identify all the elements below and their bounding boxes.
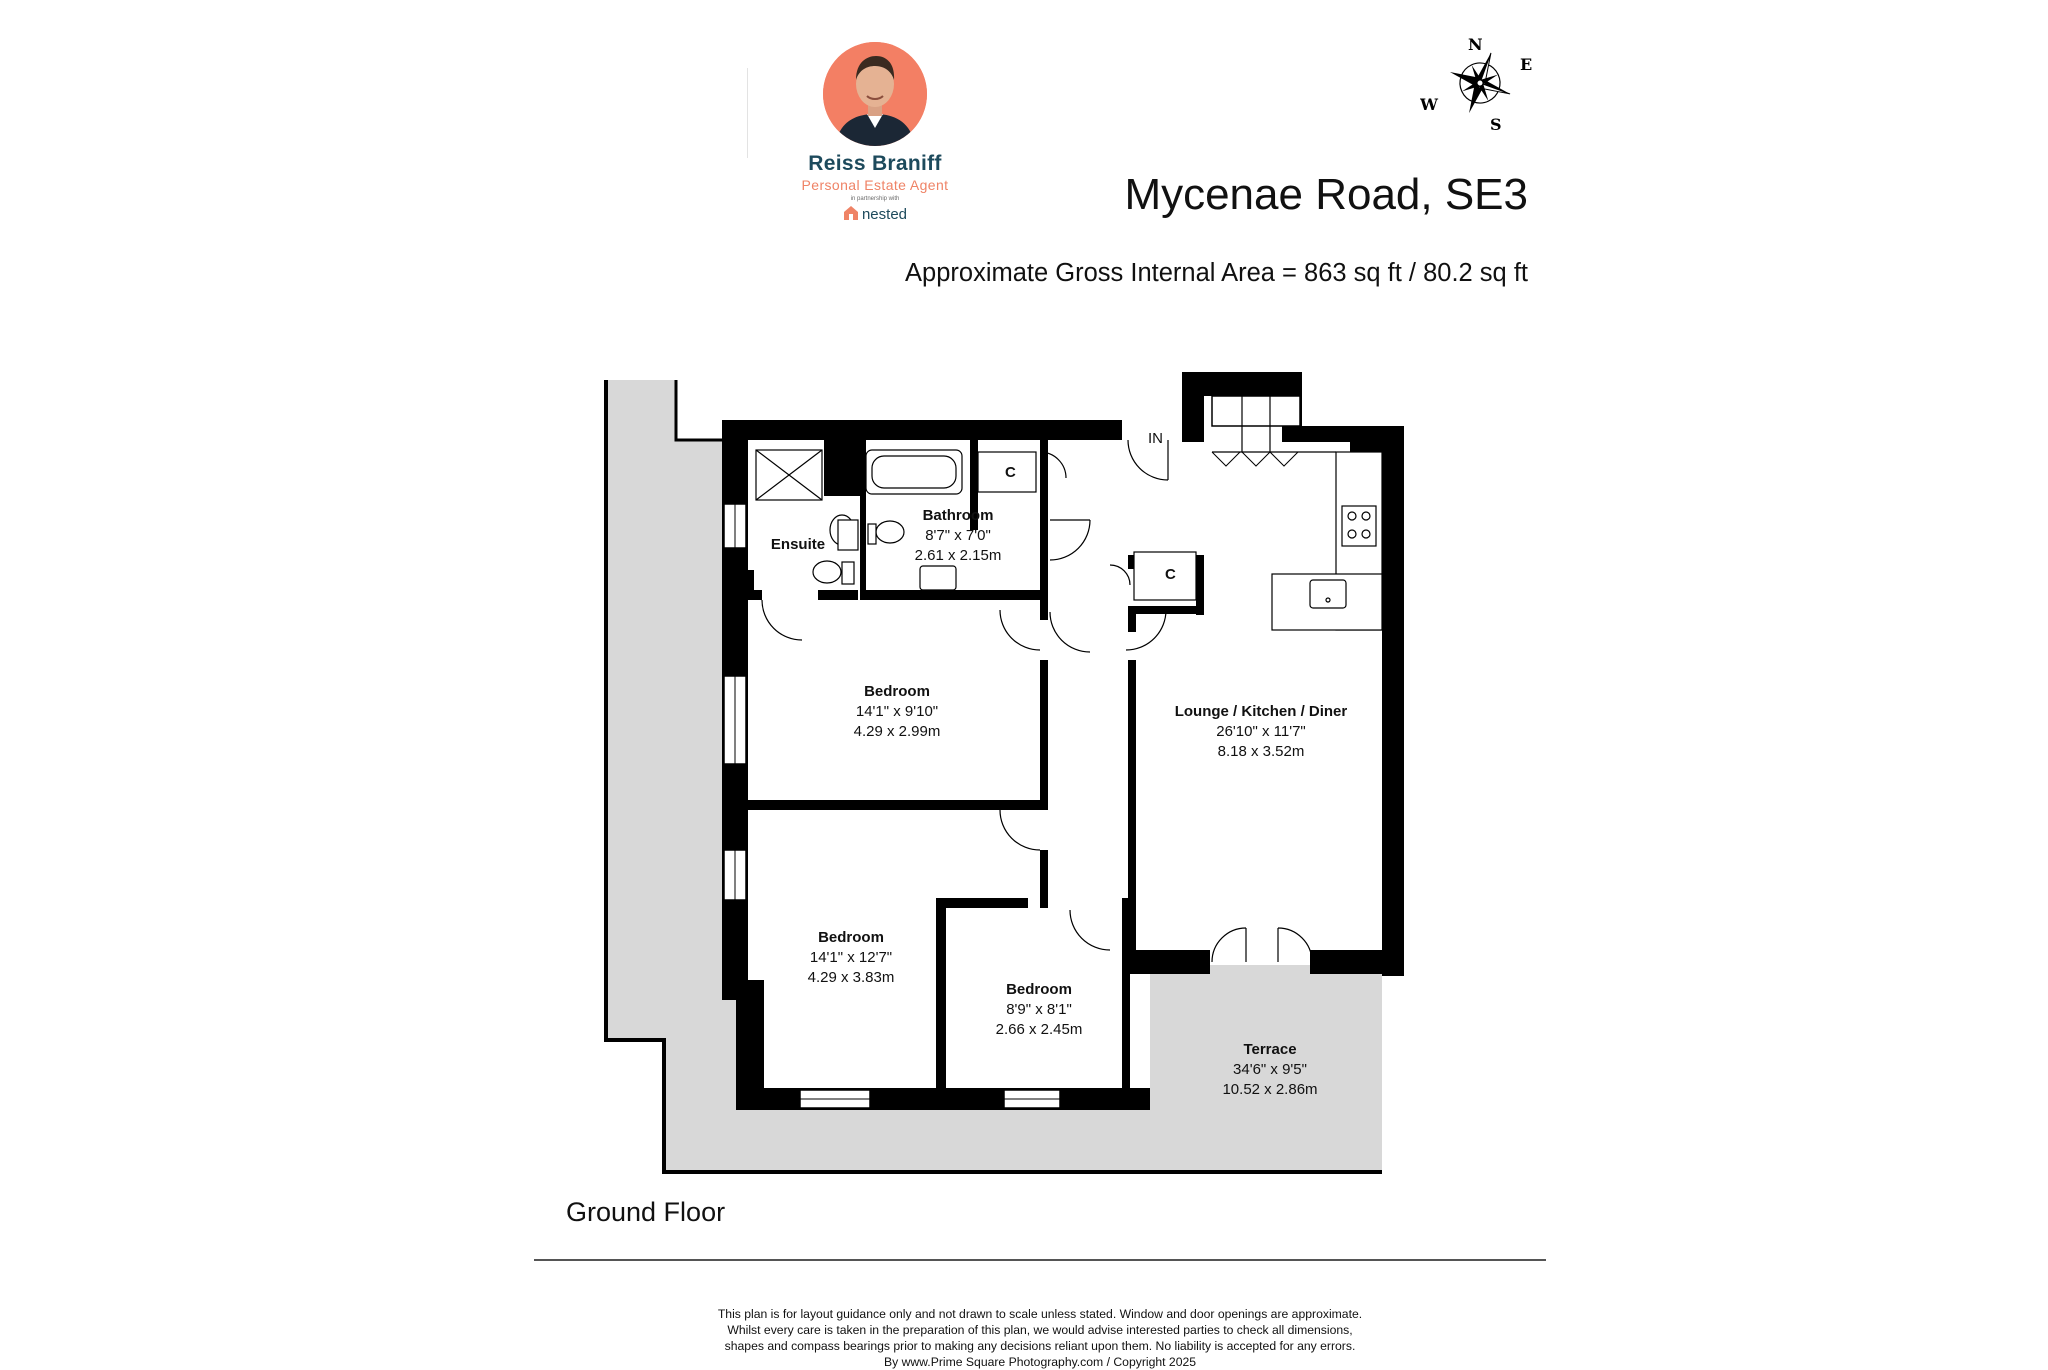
room-name: Bathroom	[922, 507, 994, 524]
partner-brand-name: nested	[861, 206, 908, 223]
room-imperial: 14'1" x 9'10"	[855, 703, 939, 720]
room-name: Bedroom	[1006, 981, 1072, 998]
compass-w: W	[1420, 95, 1438, 114]
room-name: Bedroom	[818, 929, 884, 946]
entrance-label: IN	[1148, 430, 1163, 447]
room-metric: 4.29 x 3.83m	[807, 969, 895, 986]
floor-name: Ground Floor	[566, 1197, 726, 1227]
room-name: Terrace	[1243, 1041, 1297, 1058]
room-bedroom-3	[909, 980, 1169, 1040]
cupboard-label-bathroom: C	[1005, 464, 1016, 481]
room-metric: 10.52 x 2.86m	[1222, 1081, 1318, 1098]
room-metric: 2.61 x 2.15m	[914, 547, 1002, 564]
footer-divider	[534, 1259, 1546, 1261]
compass-s: S	[1490, 115, 1502, 134]
disclaimer-line: This plan is for layout guidance only and not drawn to scale unless stated. Window and door openings are approximate.	[717, 1307, 1363, 1321]
room-metric: 4.29 x 2.99m	[853, 723, 941, 740]
compass-n: N	[1468, 35, 1483, 54]
property-title: Mycenae Road, SE3	[1124, 170, 1528, 219]
room-imperial: 8'7" x 7'0"	[925, 527, 991, 544]
room-imperial: 34'6" x 9'5"	[1233, 1061, 1307, 1078]
room-imperial: 14'1" x 12'7"	[809, 949, 893, 966]
disclaimer	[534, 1306, 1546, 1370]
room-lounge-kitchen-diner	[1131, 702, 1391, 762]
agent-role: Personal Estate Agent	[801, 177, 949, 193]
room-name: Lounge / Kitchen / Diner	[1174, 703, 1348, 720]
disclaimer-line: By www.Prime Square Photography.com / Copyright 2025	[883, 1355, 1197, 1369]
room-metric: 2.66 x 2.45m	[995, 1021, 1083, 1038]
disclaimer-line: Whilst every care is taken in the preparation of this plan, we would advise interested parties to check all dimensions,	[727, 1323, 1353, 1337]
agent-name: Reiss Braniff	[808, 152, 942, 175]
room-imperial: 8'9" x 8'1"	[1006, 1001, 1072, 1018]
boundary-step	[676, 380, 726, 440]
room-name: Bedroom	[864, 683, 930, 700]
wardrobe-doors	[1212, 452, 1298, 466]
cupboard-label-hall: C	[1165, 566, 1176, 583]
room-terrace	[1140, 1040, 1400, 1100]
room-bedroom-1	[767, 682, 1027, 742]
partner-note: in partnership with	[850, 196, 900, 202]
room-name: Ensuite	[770, 536, 826, 553]
room-ensuite	[668, 535, 928, 555]
disclaimer-line: shapes and compass bearings prior to making any decisions reliant upon them. No liability is accepted for any errors.	[724, 1339, 1356, 1353]
room-bedroom-2	[721, 928, 981, 988]
room-imperial: 26'10" x 11'7"	[1216, 723, 1306, 740]
room-metric: 8.18 x 3.52m	[1217, 743, 1305, 760]
gross-internal-area: Approximate Gross Internal Area = 863 sq ft / 80.2 sq ft	[905, 259, 1528, 287]
compass-e: E	[1520, 55, 1533, 74]
